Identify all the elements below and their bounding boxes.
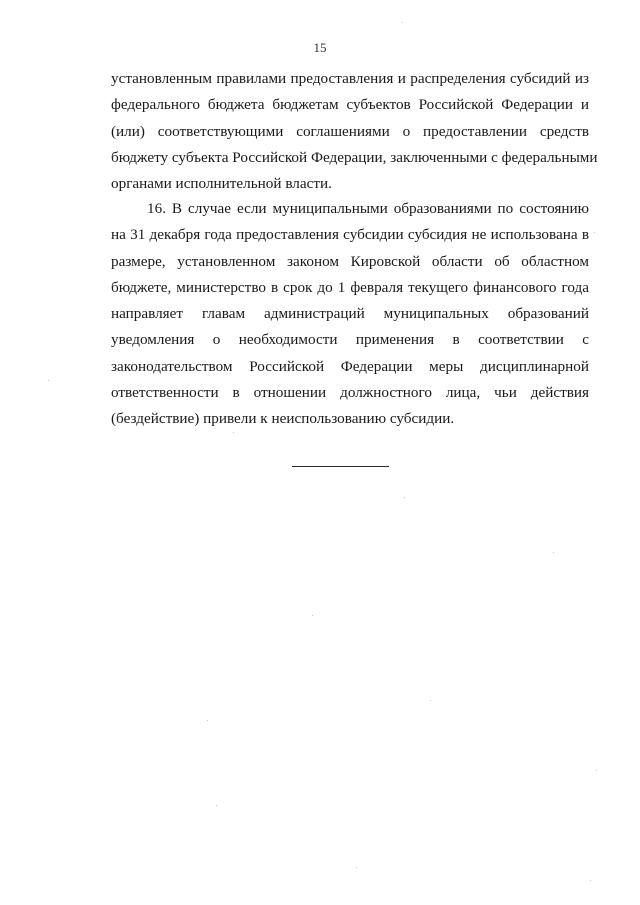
paragraph-line: бюджете, министерство в срок до 1 февраля текущего финансового года (111, 278, 589, 296)
scan-speck (233, 432, 234, 433)
scan-speck (430, 700, 431, 701)
scan-speck (596, 770, 597, 771)
scan-speck (356, 867, 357, 868)
paragraph-line: органами исполнительной власти. (111, 175, 332, 193)
paragraph-line: федерального бюджета бюджетам субъектов Российской Федерации и (111, 96, 589, 114)
paragraph-line: на 31 декабря года предоставления субсидии субсидия не использована в (111, 226, 589, 244)
paragraph-line: 16. В случае если муниципальными образованиями по состоянию (147, 200, 589, 217)
paragraph-16 (111, 196, 589, 433)
paragraph-line: (или) соответствующими соглашениями о предоставлении средств (111, 122, 589, 140)
paragraph-line: размере, установленном законом Кировской области об областном (111, 252, 589, 270)
scan-speck (48, 380, 49, 381)
paragraph-line: бюджету субъекта Российской Федерации, заключенными с федеральными (111, 148, 598, 166)
paragraph-line: уведомления о необходимости применения в соответствии с (111, 331, 589, 349)
scan-speck (402, 22, 403, 23)
scan-speck (553, 552, 554, 553)
end-separator-line (292, 466, 389, 467)
paragraph-line: (бездействие) привели к неиспользованию субсидии. (111, 410, 455, 428)
scan-speck (216, 805, 217, 806)
scan-speck (594, 232, 595, 233)
paragraph-continuation (111, 66, 598, 197)
scan-speck (590, 880, 591, 881)
paragraph-line: законодательством Российской Федерации меры дисциплинарной (111, 357, 589, 375)
scan-speck (312, 615, 313, 616)
paragraph-line: направляет главам администраций муниципальных образований (111, 305, 589, 323)
paragraph-line: установленным правилами предоставления и распределения субсидий из (111, 70, 589, 87)
paragraph-line: ответственности в отношении должностного лица, чьи действия (111, 384, 589, 402)
scan-speck (207, 720, 208, 721)
scan-speck (404, 497, 405, 498)
page-number: 15 (313, 40, 327, 55)
